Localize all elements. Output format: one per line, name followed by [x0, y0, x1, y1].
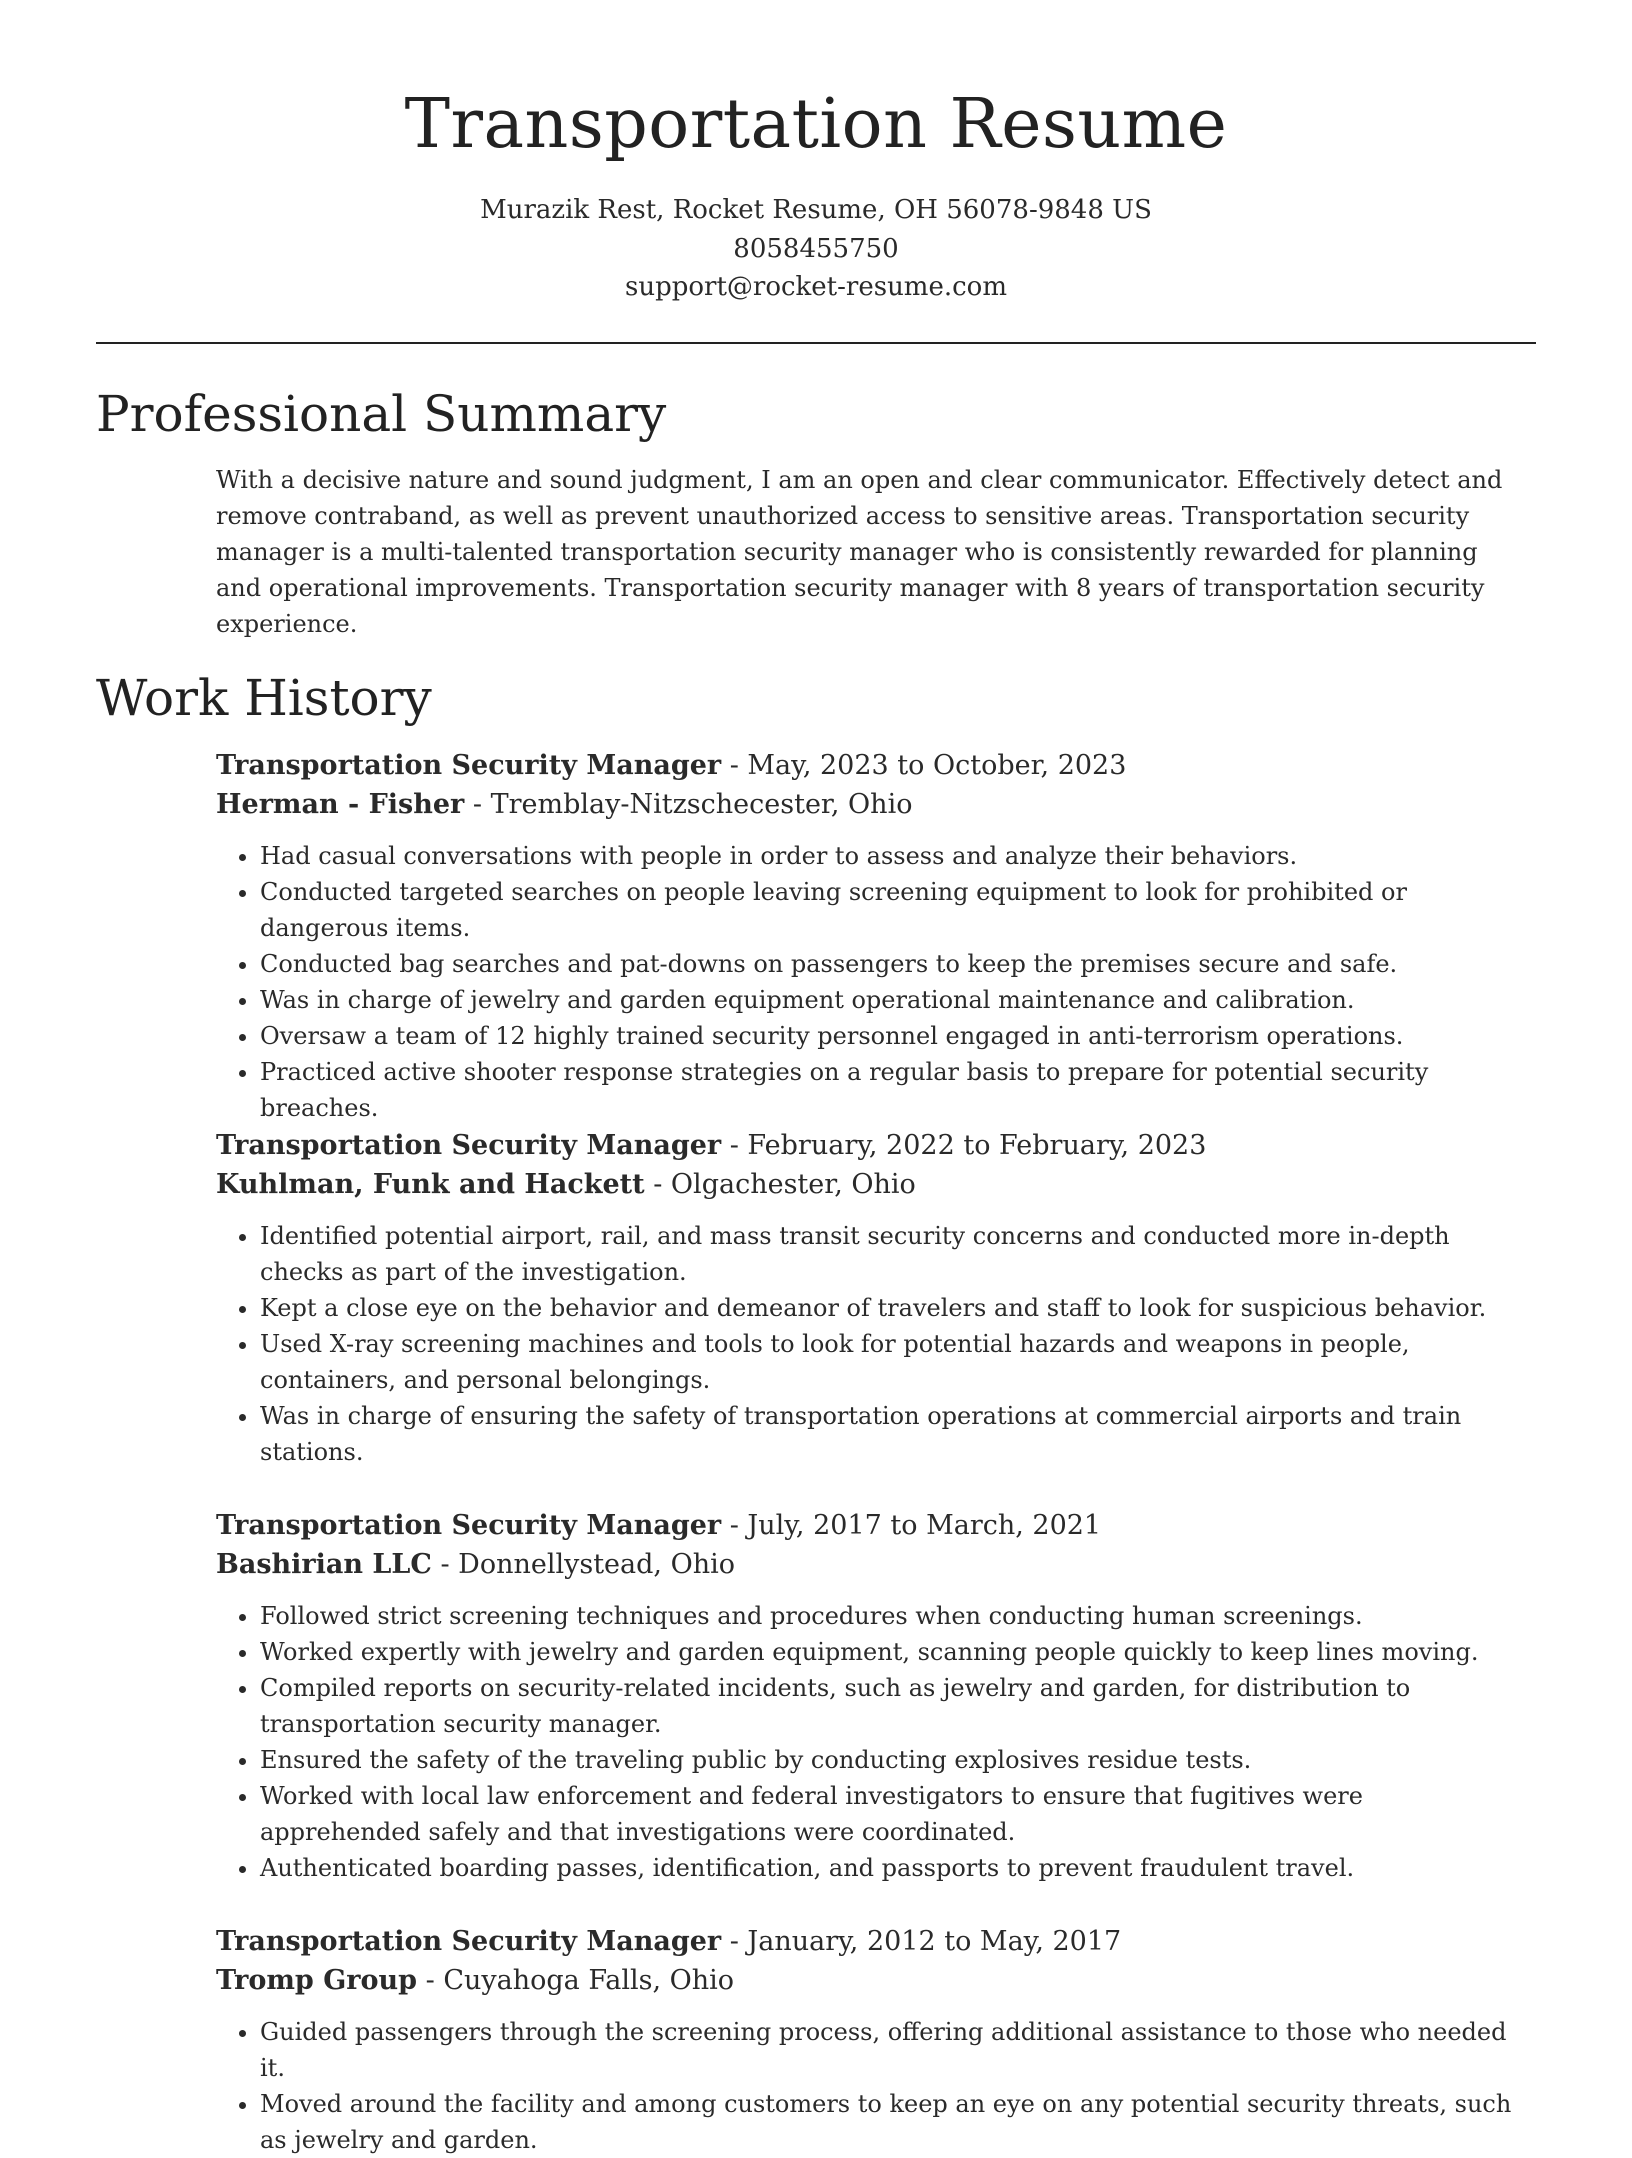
job-dates: February, 2022 to February, 2023 — [747, 1130, 1207, 1161]
job-bullets — [216, 838, 1536, 1126]
job-bullet: • Worked expertly with jewelry and garden equipment, scanning people quickly to keep lines moving. — [260, 1634, 1536, 1670]
job-company-line: Bashirian LLC - Donnellystead, Ohio — [216, 1549, 736, 1580]
header-divider — [96, 342, 1536, 344]
job-bullets — [216, 1598, 1536, 1886]
job-bullet: • Was in charge of ensuring the safety of transportation operations at commercial airports and train stations. — [260, 1398, 1536, 1470]
resume-title: Transportation Resume — [404, 85, 1228, 164]
job-bullet: • Worked with local law enforcement and federal investigators to ensure that fugitives were apprehended safely and that investigations were coordinated. — [260, 1778, 1536, 1850]
job-bullet: • Had casual conversations with people in order to assess and analyze their behaviors. — [260, 838, 1536, 874]
job-entry — [216, 1922, 1536, 2158]
contact-phone: 8058455750 — [733, 234, 899, 264]
job-title-line: Transportation Security Manager - January, 2012 to May, 2017 — [216, 1926, 1122, 1957]
job-bullet: • Conducted bag searches and pat-downs on passengers to keep the premises secure and safe. — [260, 946, 1536, 982]
job-company-line: Kuhlman, Funk and Hackett - Olgachester, Ohio — [216, 1169, 916, 1200]
job-bullet: • Was in charge of jewelry and garden equipment operational maintenance and calibration. — [260, 982, 1536, 1018]
job-bullet: • Identified potential airport, rail, and mass transit security concerns and conducted more in-depth checks as part of the investigation. — [260, 1218, 1536, 1290]
job-company-line: Tromp Group - Cuyahoga Falls, Ohio — [216, 1965, 735, 1996]
job-location: Olgachester, Ohio — [670, 1169, 916, 1200]
job-company: Kuhlman, Funk and Hackett — [216, 1169, 645, 1200]
job-bullet: • Compiled reports on security-related incidents, such as jewelry and garden, for distribution to transportation security manager. — [260, 1670, 1536, 1742]
job-location: Donnellystead, Ohio — [458, 1549, 736, 1580]
job-bullet: • Authenticated boarding passes, identification, and passports to prevent fraudulent travel. — [260, 1850, 1536, 1886]
job-bullet: • Guided passengers through the screening process, offering additional assistance to those who needed it. — [260, 2014, 1536, 2086]
summary-text: With a decisive nature and sound judgment, I am an open and clear communicator. Effectively detect and remove contraband, as well as prevent unauthorized access to sensitive areas. Transportation security manager is a multi-talented transportation security manager who is consistently rewarded for planning and operational improvements. Transportation security manager with 8 years of transportation security experience. — [216, 466, 1503, 638]
job-entry — [216, 1506, 1536, 1886]
job-company: Herman - Fisher — [216, 789, 465, 820]
job-bullet: • Followed strict screening techniques and procedures when conducting human screenings. — [260, 1598, 1536, 1634]
job-company-line: Herman - Fisher - Tremblay-Nitzschecester, Ohio — [216, 789, 913, 820]
job-title-line: Transportation Security Manager - February, 2022 to February, 2023 — [216, 1130, 1207, 1161]
job-entry — [216, 1126, 1536, 1470]
job-company: Bashirian LLC — [216, 1549, 432, 1580]
job-bullet: • Kept a close eye on the behavior and demeanor of travelers and staff to look for suspicious behavior. — [260, 1290, 1536, 1326]
job-bullet: • Oversaw a team of 12 highly trained security personnel engaged in anti-terrorism operations. — [260, 1018, 1536, 1054]
summary-heading: Professional Summary — [96, 385, 667, 443]
job-title: Transportation Security Manager — [216, 1926, 722, 1957]
job-bullet: • Used X-ray screening machines and tools to look for potential hazards and weapons in people, containers, and personal belongings. — [260, 1326, 1536, 1398]
job-title: Transportation Security Manager — [216, 750, 722, 781]
work-history-heading: Work History — [96, 669, 432, 727]
job-dates: May, 2023 to October, 2023 — [747, 750, 1127, 781]
contact-email: support@rocket-resume.com — [624, 272, 1007, 302]
job-bullet: • Ensured the safety of the traveling public by conducting explosives residue tests. — [260, 1742, 1536, 1778]
job-dates: January, 2012 to May, 2017 — [747, 1926, 1122, 1957]
job-title-line: Transportation Security Manager - May, 2023 to October, 2023 — [216, 750, 1127, 781]
job-title: Transportation Security Manager — [216, 1510, 722, 1541]
job-dates: July, 2017 to March, 2021 — [747, 1510, 1102, 1541]
job-bullet: • Moved around the facility and among customers to keep an eye on any potential security threats, such as jewelry and garden. — [260, 2086, 1536, 2158]
job-bullets — [216, 1218, 1536, 1470]
job-location: Tremblay-Nitzschecester, Ohio — [490, 789, 913, 820]
job-company: Tromp Group — [216, 1965, 418, 1996]
job-entry — [216, 746, 1536, 1126]
job-location: Cuyahoga Falls, Ohio — [443, 1965, 735, 1996]
job-bullet: • Conducted targeted searches on people leaving screening equipment to look for prohibited or dangerous items. — [260, 874, 1536, 946]
job-title-line: Transportation Security Manager - July, 2017 to March, 2021 — [216, 1510, 1102, 1541]
job-bullet: • Practiced active shooter response strategies on a regular basis to prepare for potential security breaches. — [260, 1054, 1536, 1126]
contact-address: Murazik Rest, Rocket Resume, OH 56078-9848 US — [480, 195, 1152, 225]
job-bullets — [216, 2014, 1536, 2158]
job-title: Transportation Security Manager — [216, 1130, 722, 1161]
